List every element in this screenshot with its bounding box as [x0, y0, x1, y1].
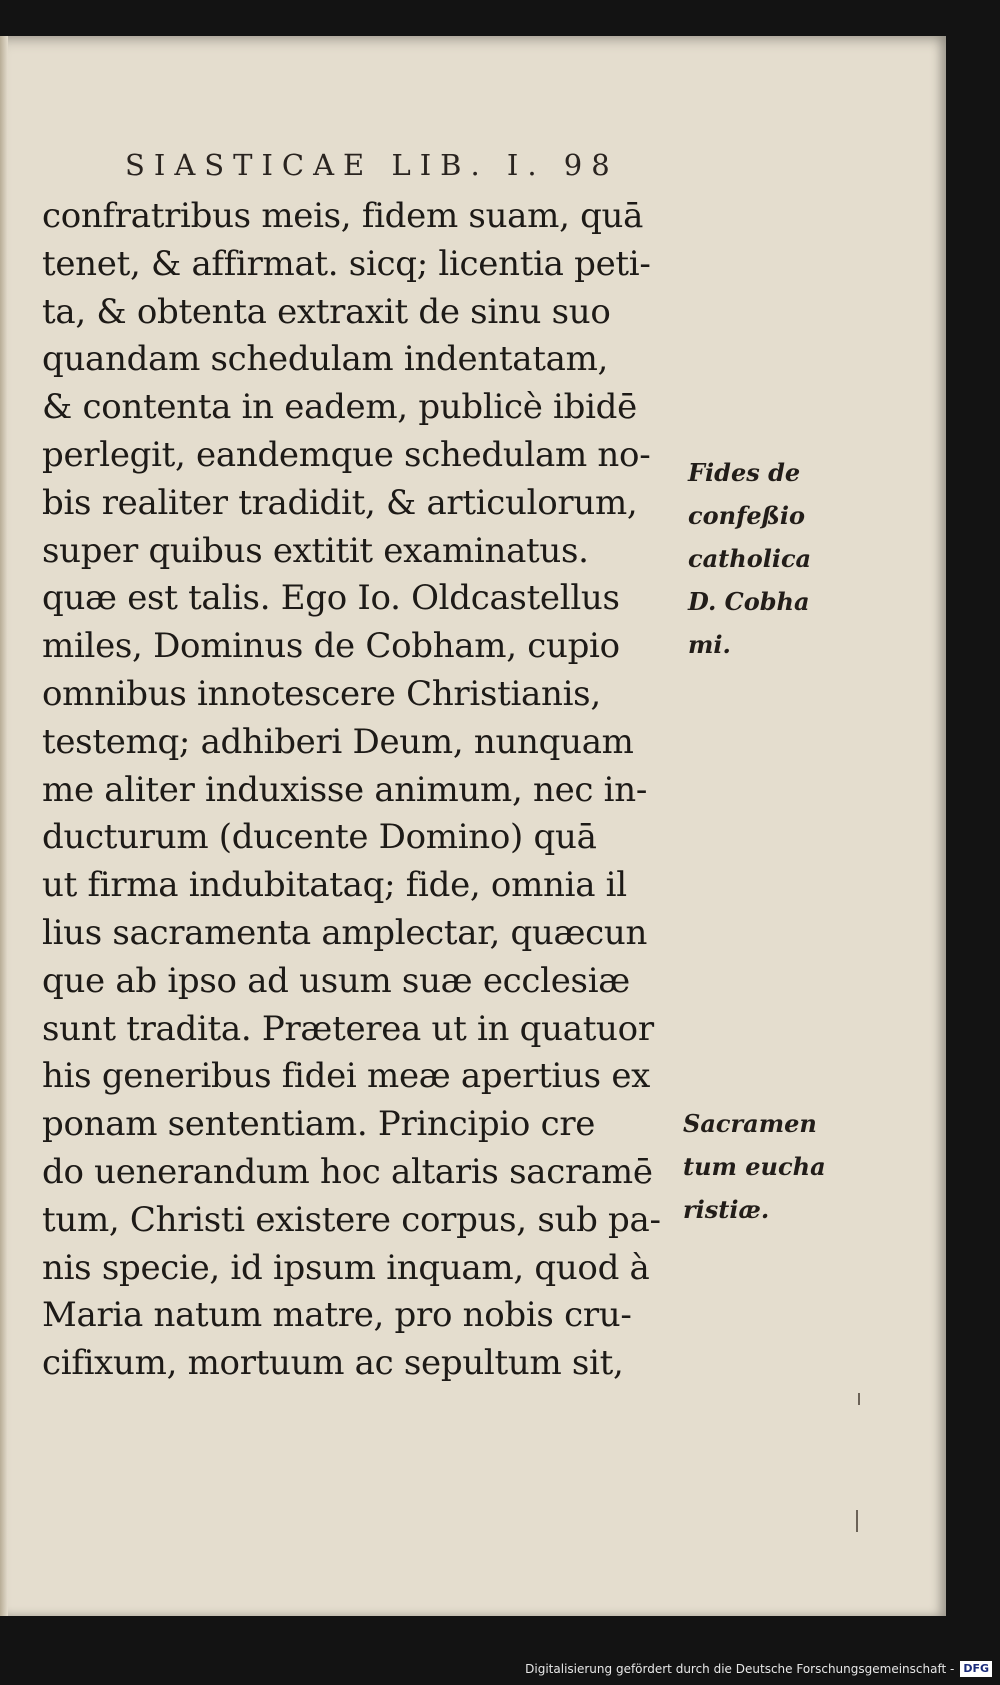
page-gutter-shadow — [0, 36, 8, 1616]
marginal-note-line: Sacramen — [683, 1109, 817, 1138]
footer-credit: Digitalisierung gefördert durch die Deutsche Forschungsgemeinschaft - — [525, 1662, 955, 1676]
text-line: que ab ipso ad usum suæ ecclesiæ — [42, 960, 630, 1001]
text-line: & contenta in eadem, publicè ibidē — [42, 387, 637, 428]
body-text-block — [42, 193, 682, 1388]
text-line: omnibus innotescere Christianis, — [42, 673, 601, 714]
text-line: quandam schedulam indentatam, — [42, 339, 609, 380]
marginal-note-line: catholica — [688, 544, 812, 573]
text-line: testemq; adhiberi Deum, nunquam — [42, 721, 634, 762]
text-line: perlegit, eandemque schedulam no- — [42, 434, 651, 475]
digitization-footer — [525, 1659, 992, 1679]
text-line: quæ est talis. Ego Io. Oldcastellus — [42, 578, 620, 619]
text-line: his generibus fidei meæ apertius ex — [42, 1056, 651, 1097]
text-line: nis specie, id ipsum inquam, quod à — [42, 1247, 650, 1288]
text-line: ta, & obtenta extraxit de sinu suo — [42, 291, 611, 332]
page-blemish — [856, 1510, 858, 1532]
marginal-note-line: D. Cobha — [688, 587, 810, 616]
page-blemish — [858, 1393, 860, 1405]
text-line: bis realiter tradidit, & articulorum, — [42, 482, 638, 523]
text-line: do uenerandum hoc altaris sacramē — [42, 1151, 653, 1192]
text-line: lius sacramenta amplectar, quæcun — [42, 912, 648, 953]
marginal-note-line: Fides de — [688, 458, 801, 487]
running-head: SIASTICAE LIB. I. 98 — [125, 148, 619, 182]
text-line: tum, Christi existere corpus, sub pa- — [42, 1199, 661, 1240]
text-line: sunt tradita. Præterea ut in quatuor — [42, 1008, 654, 1049]
dfg-logo: DFG — [960, 1661, 992, 1677]
text-line: ut firma indubitataq; fide, omnia il — [42, 865, 627, 906]
marginal-note-sacramentum — [683, 1102, 826, 1231]
text-line: confratribus meis, fidem suam, quā — [42, 196, 644, 236]
text-line: miles, Dominus de Cobham, cupio — [42, 626, 620, 667]
marginal-note-line: confeßio — [688, 501, 806, 530]
text-line: ponam sententiam. Principio cre — [42, 1104, 596, 1145]
text-line: me aliter induxisse animum, nec in- — [42, 769, 648, 810]
text-line: cifixum, mortuum ac sepultum sit, — [42, 1343, 624, 1384]
text-line: tenet, & affirmat. sicq; licentia peti- — [42, 243, 651, 284]
marginal-note-line: ristiæ. — [683, 1195, 770, 1224]
text-line: Maria natum matre, pro nobis cru- — [42, 1295, 632, 1336]
marginal-note-fides — [688, 451, 811, 666]
text-line: ducturum (ducente Domino) quā — [42, 817, 597, 858]
marginal-note-line: tum eucha — [683, 1152, 826, 1181]
text-line: super quibus extitit examinatus. — [42, 530, 589, 571]
marginal-note-line: mi. — [688, 630, 731, 659]
